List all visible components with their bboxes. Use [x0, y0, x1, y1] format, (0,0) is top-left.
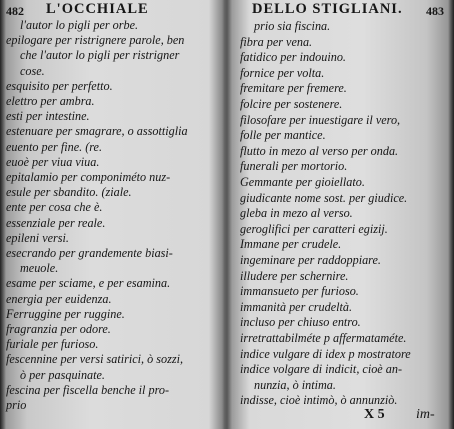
left-page-line: meuole.: [20, 261, 59, 276]
right-page-line: immansueto per furioso.: [240, 284, 359, 299]
right-page-line: prio sia fiscina.: [254, 19, 331, 33]
right-page-line: irretrattabilméte p affermataméte.: [240, 331, 407, 345]
catchword: im-: [416, 407, 435, 422]
left-page-line: esule per sbandito. (ziale.: [6, 185, 132, 200]
left-page-line: estenuare per smagrare, o assottiglia: [6, 124, 188, 139]
left-page-line: l'autor lo pigli per orbe.: [20, 18, 139, 32]
left-page-line: euento per fine. (re.: [6, 139, 102, 154]
right-page-line: indice volgare di indicit, cioè an-: [240, 362, 403, 377]
left-page-line: epileni versi.: [6, 230, 69, 245]
right-running-head: DELLO STIGLIANI.: [252, 1, 403, 17]
right-page-line: filosofare per inuestigare il vero,: [240, 112, 401, 127]
left-page: [0, 0, 224, 429]
left-page-line: furiale per furioso.: [6, 337, 99, 352]
right-page-line: gleba in mezo al verso.: [240, 206, 353, 221]
left-page-line: fescina per fiscella benche il pro-: [6, 382, 170, 397]
right-page-line: fibra per vena.: [240, 34, 313, 49]
left-page-line: euoè per viua viua.: [6, 154, 100, 169]
right-page-line: illudere per schernire.: [240, 268, 349, 283]
left-page-line: epitalamio per componiméto nuz-: [6, 170, 171, 184]
right-page-line: Immane per crudele.: [240, 237, 342, 252]
right-page-line: geroglifici per caratteri egizij.: [240, 221, 388, 236]
right-page-line: funerali per mortorio.: [240, 159, 348, 174]
right-page-line: nunzia, ò intima.: [254, 377, 336, 392]
left-page-line: fescennine per versi satirici, ò sozzi,: [6, 352, 184, 367]
left-page-line: ò per pasquinate.: [20, 367, 105, 382]
left-page-line: che l'autor lo pigli per ristrigner: [20, 48, 180, 63]
left-page-line: esti per intestine.: [6, 109, 90, 124]
right-page-line: fremitare per fremere.: [240, 81, 347, 96]
right-page-line: folle per mantice.: [240, 128, 326, 143]
right-page-line: giudicante nome sost. per giudice.: [240, 190, 408, 205]
left-page-line: esquisito per perfetto.: [6, 78, 113, 93]
left-page-line: esame per sciame, e per esamina.: [6, 276, 171, 291]
left-page-line: Ferruggine per ruggine.: [6, 306, 125, 321]
right-page-line: fornice per volta.: [240, 65, 325, 80]
right-folio-number: 483: [426, 4, 444, 18]
right-page-line: folcire per sostenere.: [240, 97, 343, 111]
signature-mark: X 5: [364, 407, 385, 422]
left-running-head: L'OCCHIALE: [46, 1, 149, 17]
left-page-line: cose.: [20, 63, 45, 78]
left-page-line: essenziale per reale.: [6, 215, 106, 230]
right-page-line: flutto in mezo al verso per onda.: [240, 143, 399, 158]
left-page-line: energia per euidenza.: [6, 291, 112, 306]
left-page-line: ente per cosa che è.: [6, 200, 103, 215]
right-page-line: ingeminare per raddoppiare.: [240, 253, 381, 267]
left-page-line: elettro per ambra.: [6, 94, 95, 108]
left-page-line: prio: [6, 398, 27, 412]
left-page-line: esecrando per grandemente biasi-: [6, 246, 173, 260]
right-page-line: indisse, cioè intimò, ò annunziò.: [240, 393, 398, 408]
left-folio-number: 482: [6, 4, 24, 18]
right-page-line: incluso per chiuso entro.: [240, 315, 361, 330]
right-page: [230, 0, 454, 429]
right-page-line: fatidico per indouino.: [240, 50, 346, 65]
left-page-line: fragranzia per odore.: [6, 322, 111, 336]
right-page-line: Gemmante per gioiellato.: [240, 175, 365, 189]
right-page-line: immanità per crudeltà.: [240, 299, 353, 314]
right-page-line: indice vulgare di idex p mostratore: [240, 346, 411, 361]
left-page-line: epilogare per ristrignere parole, ben: [6, 33, 185, 48]
